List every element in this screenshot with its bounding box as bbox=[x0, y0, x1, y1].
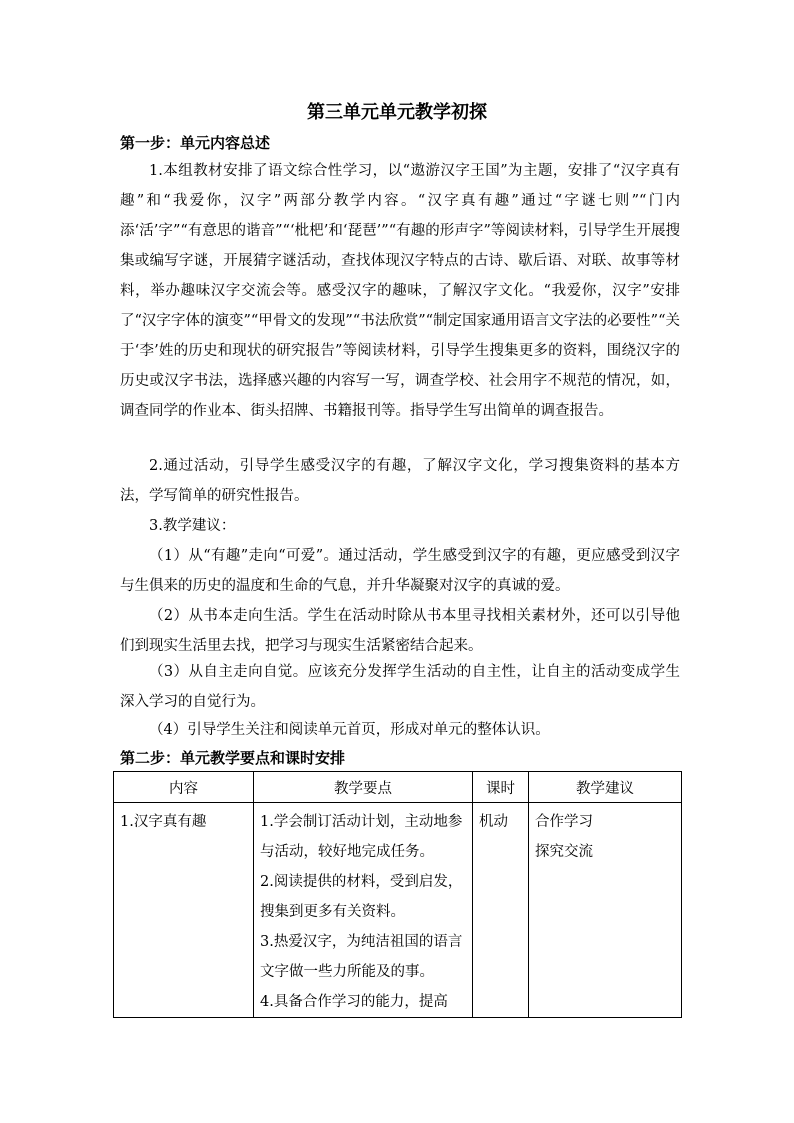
page-title: 第三单元单元教学初探 bbox=[307, 102, 487, 123]
suggestion-item: 探究交流 bbox=[535, 844, 593, 860]
suggestion-2: （2）从书本走向生活。学生在活动时除从书本里寻找相关素材外，还可以引导他们到现实生活里去找，把学习与现实生活紧密结合起来。 bbox=[120, 608, 680, 654]
paragraph-2: 2.通过活动，引导学生感受汉字的有趣，了解汉字文化，学习搜集资料的基本方法，学写简单的研究性报告。 bbox=[120, 458, 680, 504]
point-item: 1.学会制订活动计划，主动地参与活动，较好地完成任务。 bbox=[260, 814, 463, 860]
table-header-row bbox=[114, 772, 682, 803]
cell-hours: 机动 bbox=[473, 803, 529, 1018]
table-row bbox=[114, 803, 682, 1018]
suggestion-item: 合作学习 bbox=[535, 814, 593, 830]
paragraph-3: 3.教学建议： bbox=[149, 518, 236, 534]
section-heading-plan: 第二步：单元教学要点和课时安排 bbox=[120, 749, 346, 767]
suggestion-3: （3）从自主走向自觉。应该充分发挥学生活动的自主性，让自主的活动变成学生深入学习的自觉行为。 bbox=[120, 664, 680, 710]
lesson-plan-table bbox=[113, 771, 682, 1018]
suggestion-1: （1）从“有趣”走向“可爱”。通过活动，学生感受到汉字的有趣，更应感受到汉字与生俱来的历史的温度和生命的气息，并升华凝聚对汉字的真诚的爱。 bbox=[120, 548, 680, 594]
point-item: 2.阅读提供的材料，受到启发，搜集到更多有关资料。 bbox=[260, 874, 463, 920]
point-item: 4.具备合作学习的能力，提高 bbox=[260, 994, 448, 1010]
cell-suggestions bbox=[529, 803, 682, 1018]
cell-content: 1.汉字真有趣 bbox=[114, 803, 254, 1018]
cell-points bbox=[254, 803, 473, 1018]
table-header-suggestions: 教学建议 bbox=[529, 772, 682, 803]
suggestion-4: （4）引导学生关注和阅读单元首页，形成对单元的整体认识。 bbox=[149, 722, 550, 738]
section-heading-overview: 第一步：单元内容总述 bbox=[120, 134, 271, 152]
table-header-hours: 课时 bbox=[473, 772, 529, 803]
paragraph-1: 1.本组教材安排了语文综合性学习，以“遨游汉字王国”为主题，安排了“汉字真有趣”和“我爱你，汉字”两部分教学内容。“汉字真有趣”通过“字谜七则”“门内添‘活’字”“有意思的谐音”“‘枇杷’和‘琵琶’”“有趣的形声字”等阅读材料，引导学生开展搜集或编写字谜，开展猜字谜活动，查找体现汉字特点的古诗、歇后语、对联、故事等材料，举办趣味汉字交流会等。感受汉字的趣味，了解汉字文化。“我爱你，汉字”安排了“汉字字体的演变”“甲骨文的发现”“书法欣赏”“制定国家通用语言文字法的必要性”“关于‘李’姓的历史和现状的研究报告”等阅读材料，引导学生搜集更多的资料，围绕汉字的历史或汉字书法，选择感兴趣的内容写一写，调查学校、社会用字不规范的情况，如，调查同学的作业本、街头招牌、书籍报刊等。指导学生写出简单的调查报告。 bbox=[120, 163, 680, 419]
table-header-points: 教学要点 bbox=[254, 772, 473, 803]
point-item: 3.热爱汉字，为纯洁祖国的语言文字做一些力所能及的事。 bbox=[260, 934, 463, 980]
table-header-content: 内容 bbox=[114, 772, 254, 803]
